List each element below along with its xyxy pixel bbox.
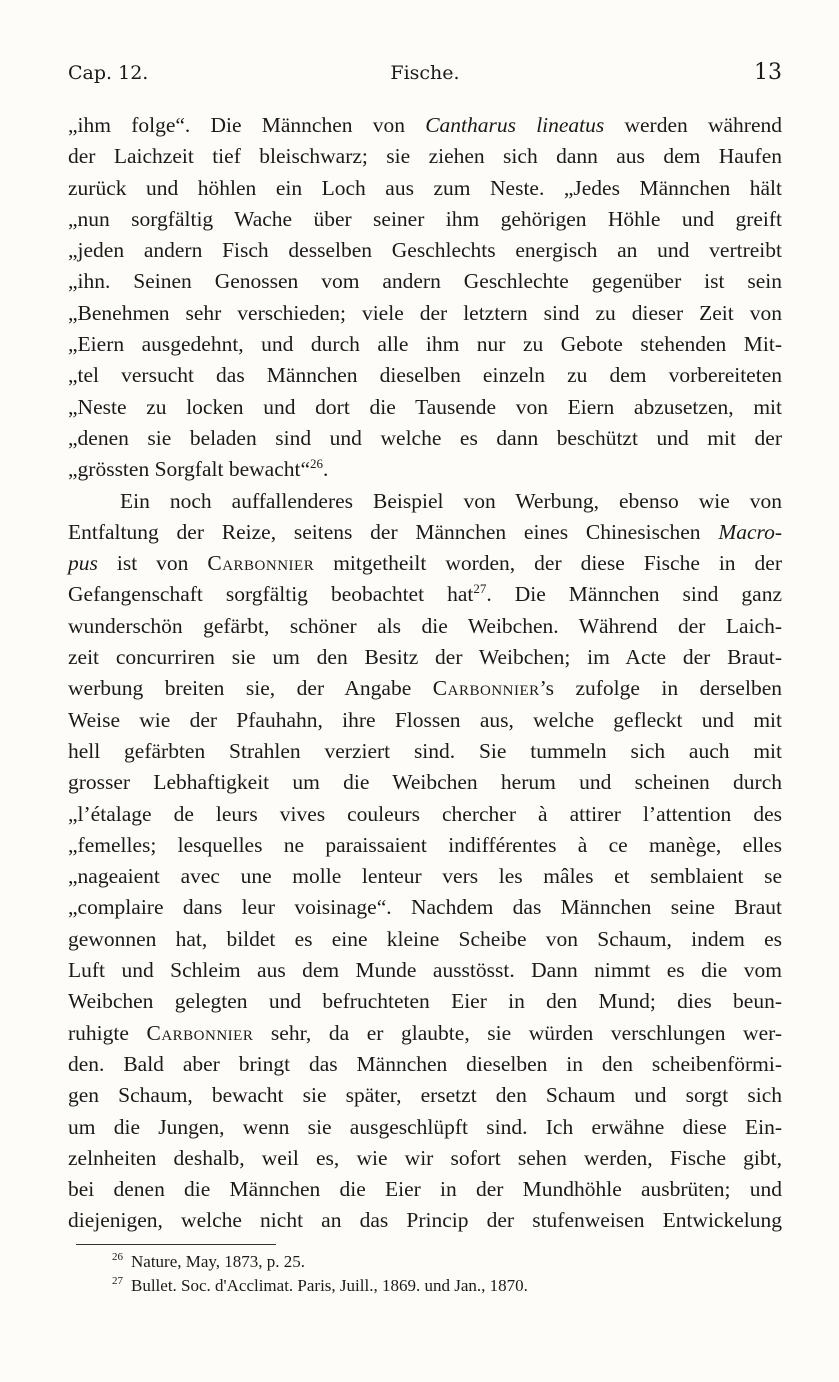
text-line: „l’étalage de leurs vives couleurs chercher à attirer l’attention des xyxy=(68,801,782,826)
text-line: „Neste zu locken und dort die Tausende von Eiern abzusetzen, mit xyxy=(68,394,782,419)
text-line: „femelles; lesquelles ne paraissaient indifférentes à ce manège, elles xyxy=(68,832,782,857)
footnote-divider xyxy=(76,1244,276,1245)
author-name: Carbonnier xyxy=(146,1020,254,1045)
footnote-text: Nature, May, 1873, p. 25. xyxy=(131,1252,306,1271)
text-line: bei denen die Männchen die Eier in der Mundhöhle ausbrüten; und xyxy=(68,1177,782,1202)
text-line: den. Bald aber bringt das Männchen dieselben in den scheibenförmi- xyxy=(68,1051,782,1076)
footnote-27 xyxy=(112,1274,528,1298)
footnotes xyxy=(112,1250,528,1298)
text-line: gewonnen hat, bildet es eine kleine Scheibe von Schaum, indem es xyxy=(68,926,782,951)
body-text xyxy=(68,110,782,1237)
text-line: „nun sorgfältig Wache über seiner ihm gehörigen Höhle und greift xyxy=(68,206,782,231)
text-line: Weibchen gelegten und befruchteten Eier in den Mund; dies beun- xyxy=(68,989,782,1014)
species-name: Cantharus lineatus xyxy=(425,113,605,137)
footnote-text: Bullet. Soc. d'Acclimat. Paris, Juill., 1869. und Jan., 1870. xyxy=(131,1276,528,1295)
footnote-ref[interactable]: 27 xyxy=(473,581,487,597)
text-line: „Benehmen sehr verschieden; viele der letztern sind zu dieser Zeit von xyxy=(68,300,782,325)
text-line: gen Schaum, bewacht sie später, ersetzt den Schaum und sorgt sich xyxy=(68,1083,782,1108)
footnote-mark: 26 xyxy=(112,1251,123,1264)
author-name: Carbonnier xyxy=(432,676,540,701)
text-line: grosser Lebhaftigkeit um die Weibchen herum und scheinen durch xyxy=(68,770,782,795)
text-line: Entfaltung der Reize, seitens der Männchen eines Chinesischen Macro- xyxy=(68,519,782,544)
page-number: 13 xyxy=(754,60,782,85)
text-line: „nageaient avec une molle lenteur vers les mâles et semblaient se xyxy=(68,864,782,889)
text-line: wunderschön gefärbt, schöner als die Weibchen. Während der Laich- xyxy=(68,613,782,638)
text-line: Ein noch auffallenderes Beispiel von Werbung, ebenso wie von xyxy=(120,488,782,513)
text-line: werbung breiten sie, der Angabe Carbonnier’s zufolge in derselben xyxy=(68,676,782,701)
text-line: ruhigte Carbonnier sehr, da er glaubte, sie würden verschlungen wer- xyxy=(68,1020,783,1045)
text-line: zelnheiten deshalb, weil es, wie wir sofort sehen werden, Fische gibt, xyxy=(68,1145,782,1170)
text-line: „tel versucht das Männchen dieselben einzeln zu dem vorbereiteten xyxy=(68,363,782,388)
chapter-label: Cap. 12. xyxy=(68,62,149,84)
text-line: „jeden andern Fisch desselben Geschlechts energisch an und vertreibt xyxy=(68,238,782,263)
text-line: „ihm folge“. Die Männchen von Cantharus lineatus werden während xyxy=(68,113,782,137)
text-line: „grössten Sorgfalt bewacht“$^{26}$. xyxy=(68,456,329,482)
text-line: pus ist von Carbonnier mitgetheilt worden, der diese Fische in der xyxy=(68,551,782,576)
text-line: der Laichzeit tief bleischwarz; sie ziehen sich dann aus dem Haufen xyxy=(68,144,782,169)
footnote-26 xyxy=(112,1250,528,1274)
text-line: um die Jungen, wenn sie ausgeschlüpft sind. Ich erwähne diese Ein- xyxy=(68,1114,782,1139)
footnote-ref[interactable]: 26 xyxy=(310,456,324,472)
text-line: Luft und Schleim aus dem Munde ausstösst. Dann nimmt es die vom xyxy=(68,958,782,983)
text-line: diejenigen, welche nicht an das Princip der stufenweisen Entwickelung xyxy=(68,1208,782,1233)
paragraph-1 xyxy=(68,110,782,486)
text-line: „ihn. Seinen Genossen vom andern Geschlechte gegenüber ist sein xyxy=(68,269,782,294)
text-line: hell gefärbten Strahlen verziert sind. Sie tummeln sich auch mit xyxy=(68,738,782,763)
text-line: „Eiern ausgedehnt, und durch alle ihm nur zu Gebote stehenden Mit- xyxy=(68,332,782,357)
paragraph-2 xyxy=(68,486,782,1237)
author-name: Carbonnier xyxy=(207,551,315,576)
text-line: zeit concurriren sie um den Besitz der Weibchen; im Acte der Braut- xyxy=(68,645,782,670)
text-line: zurück und höhlen ein Loch aus zum Neste. „Jedes Männchen hält xyxy=(68,175,782,200)
genus-name: Macro- xyxy=(718,519,782,544)
running-header xyxy=(68,62,782,88)
text-line: „complaire dans leur voisinage“. Nachdem das Männchen seine Braut xyxy=(68,895,782,920)
text-line: „denen sie beladen sind und welche es dann beschützt und mit der xyxy=(68,425,782,450)
footnote-mark: 27 xyxy=(112,1275,123,1288)
text-line: Gefangenschaft sorgfältig beobachtet hat$^{27}$. Die Männchen sind ganz xyxy=(68,581,782,607)
running-title: Fische. xyxy=(390,62,460,84)
text-line: Weise wie der Pfauhahn, ihre Flossen aus, welche gefleckt und mit xyxy=(68,707,782,732)
